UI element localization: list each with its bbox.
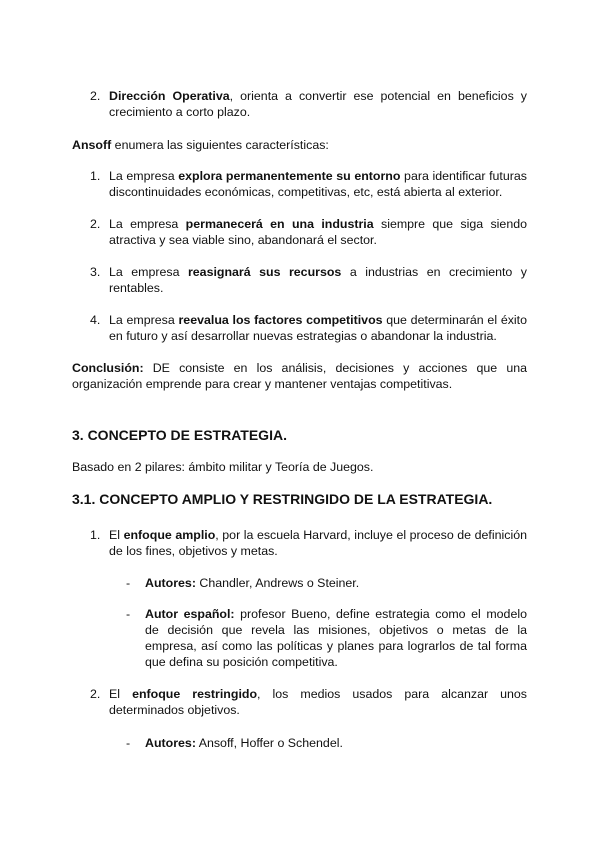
list-text: Chandler, Andrews o Steiner. [195,576,360,590]
bold-term: permanecerá en una industria [185,217,374,231]
paragraph-text: DE consiste en los análisis, decisiones y acciones que una organización emprende para crear y mantener ventajas competitivas. [72,361,527,391]
section-heading-3: 3. CONCEPTO DE ESTRATEGIA. [72,427,287,443]
list-text: siempre que siga siendo atractiva y sea viable sino, abandonará el sector. [109,217,527,247]
bold-term: enfoque amplio [123,528,216,542]
list-text: El [109,528,124,542]
list-number: 1. [90,169,101,183]
conclusion-paragraph [72,360,527,392]
bold-term: Autores: [145,736,196,750]
list-text: , por la escuela Harvard, incluye el proceso de definición de los fines, objetivos y metas. [109,528,527,558]
bold-term: enfoque restringido [132,687,258,701]
section-heading-3-1: 3.1. CONCEPTO AMPLIO Y RESTRINGIDO DE LA ESTRATEGIA. [72,491,493,507]
list-text: que determinarán el éxito en futuro y así desarrollar nuevas estrategias o abandonar la industria. [109,313,527,343]
dash-bullet: - [126,576,131,590]
list-number: 2. [90,687,101,701]
list-text: La empresa [109,217,186,231]
bold-term: reasignará sus recursos [187,265,342,279]
ansoff-intro [72,137,527,153]
bold-term: explora permanentemente su entorno [178,169,401,183]
list-text: Ansoff, Hoffer o Schendel. [195,736,343,750]
list-number: 3. [90,265,101,279]
dash-bullet: - [126,607,131,621]
list-number: 2. [90,217,101,231]
list-text: , orienta a convertir ese potencial en beneficios y crecimiento a corto plazo. [109,89,527,119]
paragraph-text: enumera las siguientes características: [111,138,329,152]
list-text: La empresa [109,169,179,183]
bold-term: Conclusión: [72,361,144,375]
list-text: La empresa [109,265,188,279]
list-text: profesor Bueno, define estrategia como el modelo de decisión que revela las misiones, objetivos o metas de la empresa, así como las políticas y planes para lograrlos de tal forma que defina su posición competitiva. [145,607,527,669]
list-text: El [109,687,133,701]
list-text: La empresa [109,313,179,327]
dash-bullet: - [126,736,131,750]
list-text: a industrias en crecimiento y rentables. [109,265,528,295]
list-number: 1. [90,528,101,542]
bold-term: Autores: [145,576,196,590]
basado-paragraph: Basado en 2 pilares: ámbito militar y Teoría de Juegos. [72,460,374,474]
list-number: 4. [90,313,101,327]
list-text: para identificar futuras discontinuidades económicas, competitivas, etc, está abierta al exterior. [109,169,527,199]
bold-term: Ansoff [72,138,112,152]
bold-term: reevalua los factores competitivos [178,313,383,327]
list-text: , los medios usados para alcanzar unos determinados objetivos. [109,687,528,717]
list-number: 2. [90,89,101,103]
bold-term: Autor español: [145,607,235,621]
bold-term: Dirección Operativa [109,89,230,103]
